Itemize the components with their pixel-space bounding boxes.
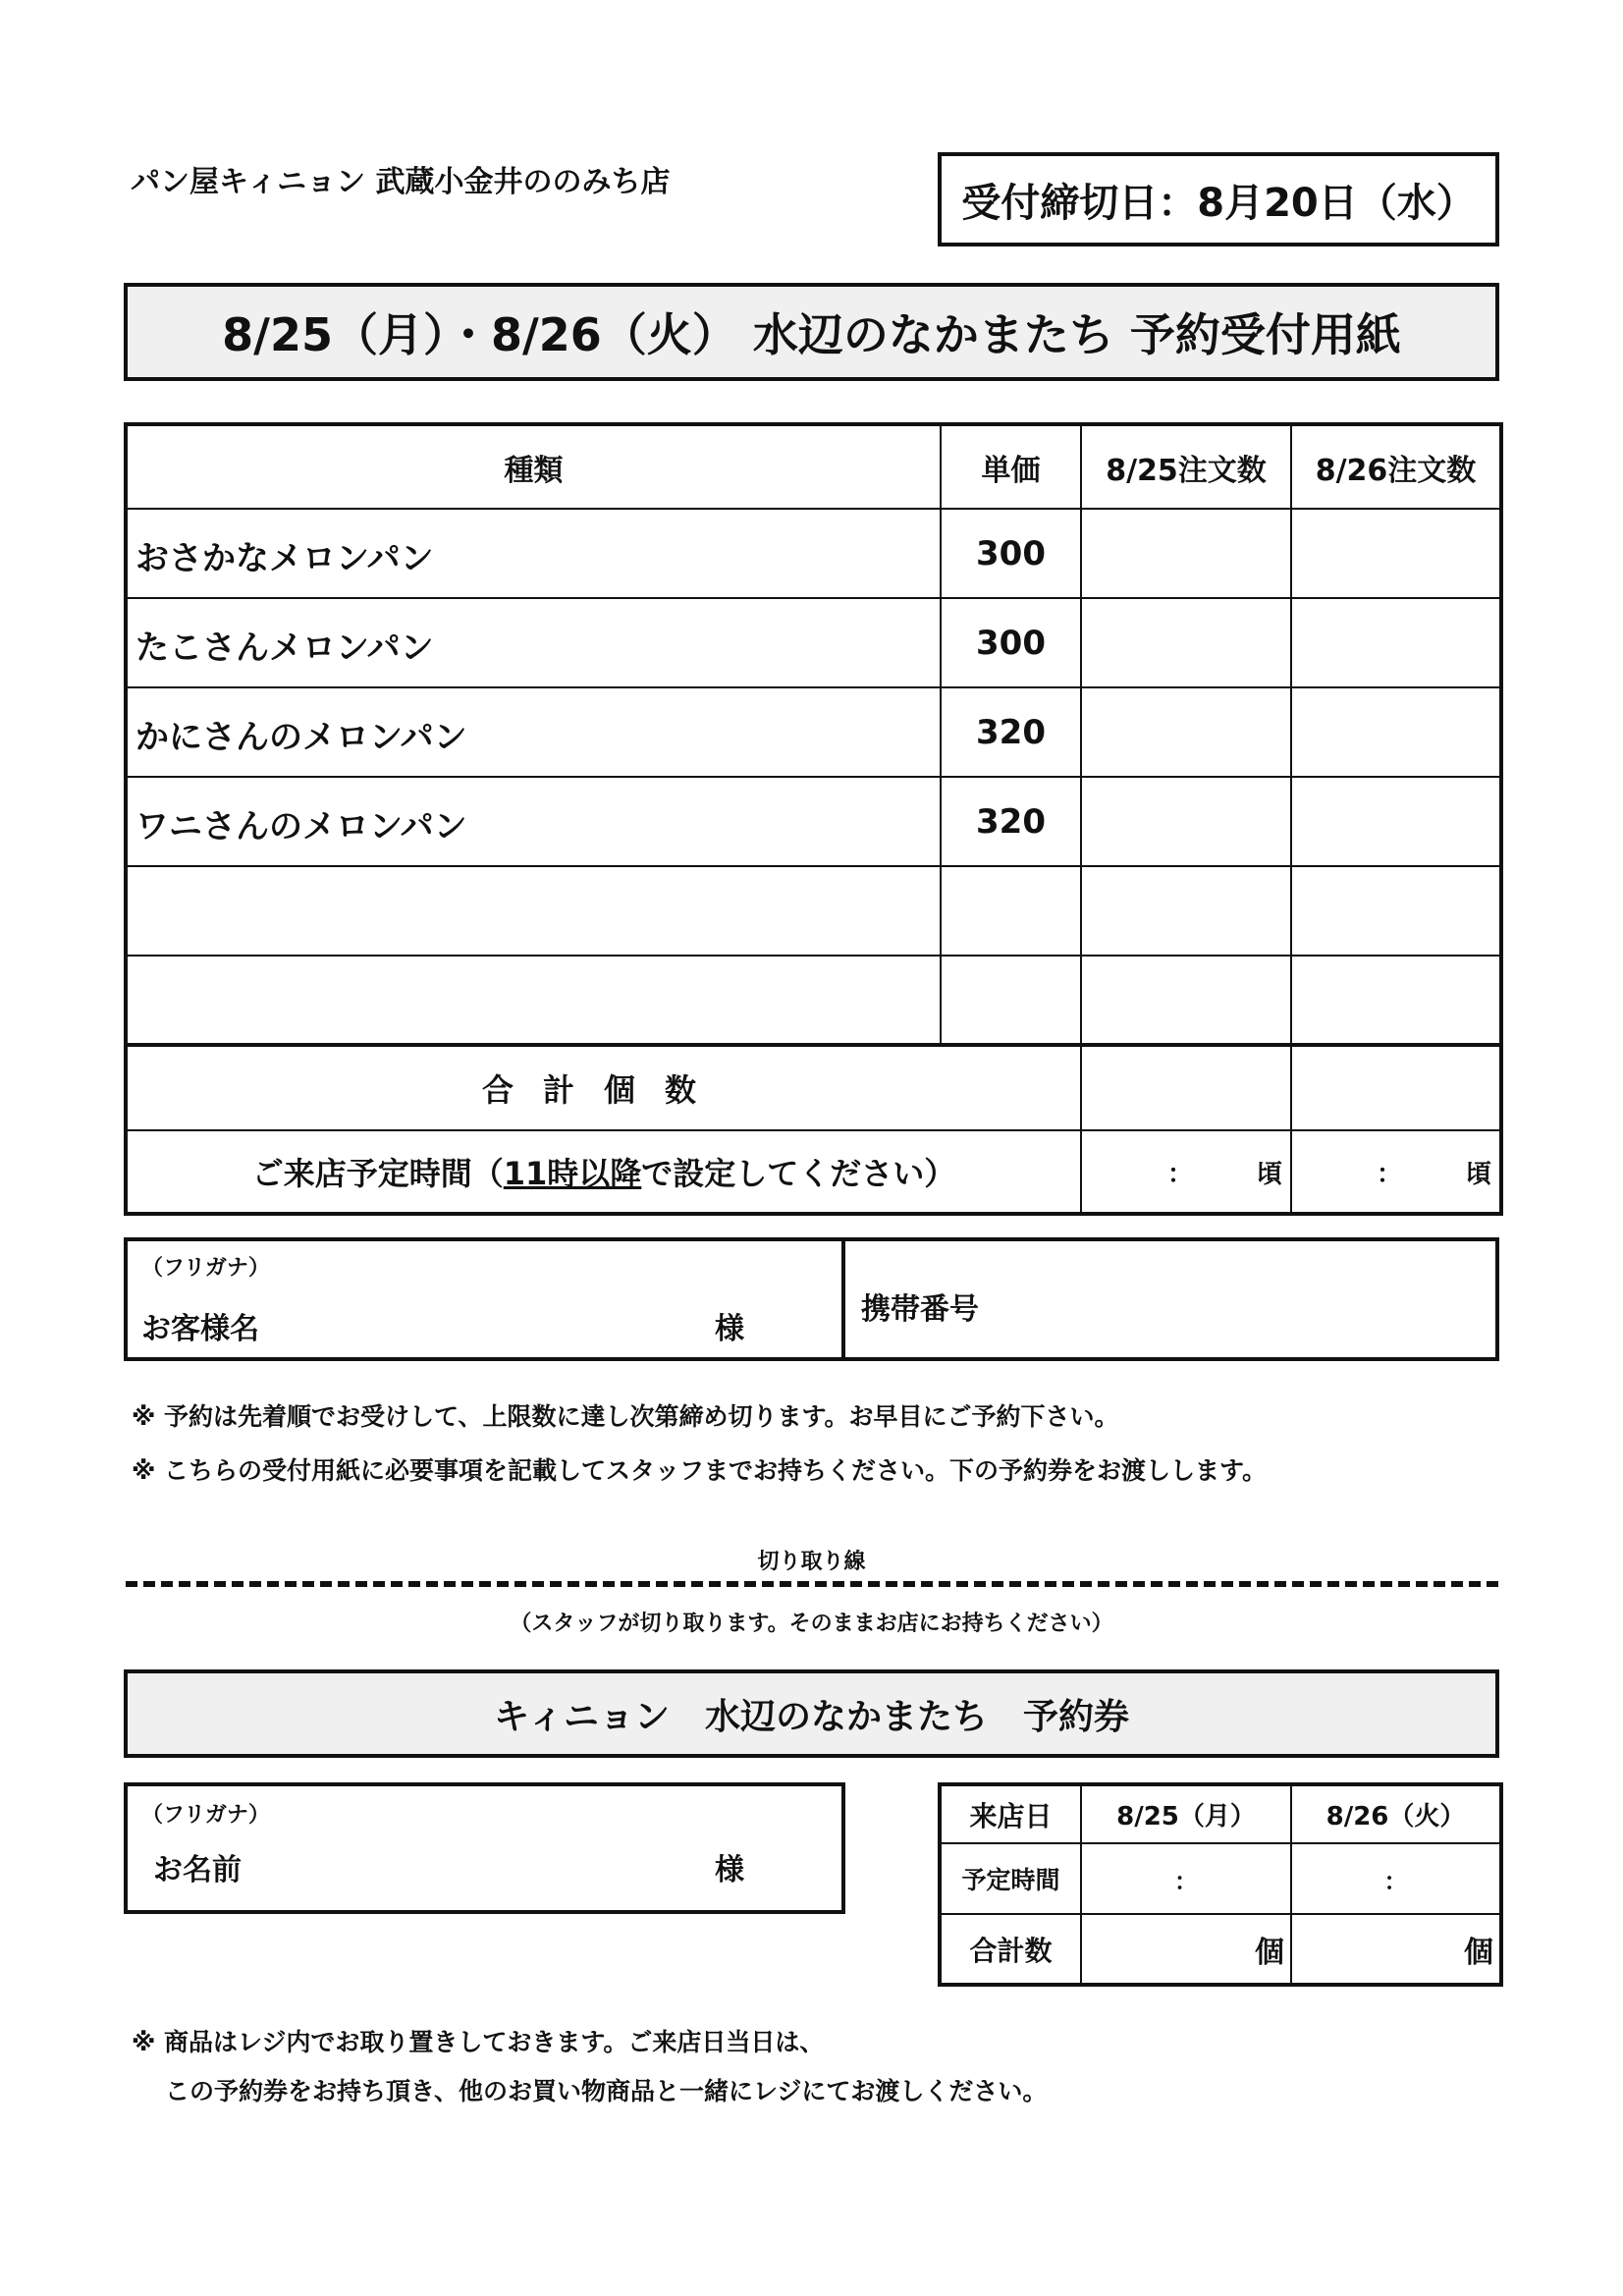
product-name: [126, 956, 941, 1045]
note-line: ※ こちらの受付用紙に必要事項を記載してスタッフまでお持ちください。下の予約券をお渡しします。: [132, 1456, 1268, 1485]
header-type: 種類: [126, 424, 941, 509]
shop-name: パン屋キィニョン 武蔵小金井ののみち店: [131, 165, 671, 199]
product-price: 320: [941, 777, 1081, 866]
order-table: [124, 422, 1503, 1216]
honorific: 様: [715, 1853, 744, 1887]
ticket-name-label: お名前: [153, 1853, 242, 1887]
qty-0826-cell[interactable]: [1291, 509, 1501, 598]
total-0825-cell[interactable]: [1081, 1045, 1291, 1130]
product-price: 300: [941, 598, 1081, 687]
furigana-label: （フリガナ）: [141, 1256, 270, 1281]
qty-0825-cell[interactable]: [1081, 598, 1291, 687]
visit-day-label: 来店日: [940, 1784, 1081, 1843]
customer-name-box[interactable]: [124, 1237, 845, 1361]
bottom-note-line1: ※ 商品はレジ内でお取り置きしておきます。ご来店日当日は、: [132, 2028, 825, 2056]
product-price: 300: [941, 509, 1081, 598]
qty-0826-cell[interactable]: [1291, 777, 1501, 866]
visit-time-underlined: 11時以降: [503, 1155, 642, 1192]
qty-0826-cell[interactable]: [1291, 956, 1501, 1045]
table-row: [126, 956, 1501, 1045]
furigana-label: （フリガナ）: [141, 1803, 270, 1828]
ticket-count-day1[interactable]: 個: [1081, 1914, 1291, 1985]
table-row: [126, 598, 1501, 687]
ticket-title: キィニョン 水辺のなかまたち 予約券: [124, 1669, 1499, 1758]
ticket-count-day2[interactable]: 個: [1291, 1914, 1501, 1985]
product-name: [126, 866, 941, 956]
total-0826-cell[interactable]: [1291, 1045, 1501, 1130]
ticket-time-label: 予定時間: [940, 1843, 1081, 1914]
product-name: おさかなメロンパン: [126, 509, 941, 598]
qty-0826-cell[interactable]: [1291, 687, 1501, 777]
qty-0825-cell[interactable]: [1081, 509, 1291, 598]
table-row: [126, 866, 1501, 956]
ticket-day2: 8/26（火）: [1291, 1784, 1501, 1843]
qty-0825-cell[interactable]: [1081, 687, 1291, 777]
ticket-time-day1[interactable]: ：: [1081, 1843, 1291, 1914]
form-title: 8/25（月）・8/26（火） 水辺のなかまたち 予約受付用紙: [124, 283, 1499, 381]
product-name: たこさんメロンパン: [126, 598, 941, 687]
total-label: 合計個数: [126, 1045, 1081, 1130]
header-price: 単価: [941, 424, 1081, 509]
honorific: 様: [715, 1312, 744, 1346]
customer-name-label: お客様名: [141, 1312, 259, 1346]
qty-0825-cell[interactable]: [1081, 956, 1291, 1045]
product-price: [941, 956, 1081, 1045]
ticket-name-box[interactable]: [124, 1782, 845, 1914]
table-row: [126, 777, 1501, 866]
cut-line-note: （スタッフが切り取ります。そのままお店にお持ちください）: [510, 1612, 1113, 1636]
cut-line: [126, 1581, 1498, 1587]
header-qty-0826: 8/26注文数: [1291, 424, 1501, 509]
cut-line-label: 切り取り線: [757, 1550, 866, 1574]
ticket-time-day2[interactable]: ：: [1291, 1843, 1501, 1914]
visit-time-0826[interactable]: ： 頃: [1291, 1130, 1501, 1214]
product-name: ワニさんのメロンパン: [126, 777, 941, 866]
header-qty-0825: 8/25注文数: [1081, 424, 1291, 509]
deadline-box: 受付締切日：8月20日（水）: [938, 152, 1499, 246]
phone-box[interactable]: [841, 1237, 1499, 1361]
product-price: 320: [941, 687, 1081, 777]
product-price: [941, 866, 1081, 956]
product-name: かにさんのメロンパン: [126, 687, 941, 777]
qty-0825-cell[interactable]: [1081, 866, 1291, 956]
note-line: ※ 予約は先着順でお受けして、上限数に達し次第締め切ります。お早目にご予約下さい。: [132, 1402, 1119, 1431]
bottom-note-line2: この予約券をお持ち頂き、他のお買い物商品と一緒にレジにてお渡しください。: [165, 2077, 1048, 2105]
phone-label: 携帯番号: [861, 1292, 979, 1327]
qty-0826-cell[interactable]: [1291, 598, 1501, 687]
table-row: [126, 509, 1501, 598]
visit-time-0825[interactable]: ： 頃: [1081, 1130, 1291, 1214]
ticket-table: [938, 1782, 1503, 1987]
qty-0825-cell[interactable]: [1081, 777, 1291, 866]
ticket-count-label: 合計数: [940, 1914, 1081, 1985]
table-row: [126, 687, 1501, 777]
visit-time-row: [126, 1130, 1501, 1214]
ticket-day1: 8/25（月）: [1081, 1784, 1291, 1843]
qty-0826-cell[interactable]: [1291, 866, 1501, 956]
total-row: [126, 1045, 1501, 1130]
visit-time-label: ご来店予定時間（11時以降で設定してください）: [126, 1130, 1081, 1214]
